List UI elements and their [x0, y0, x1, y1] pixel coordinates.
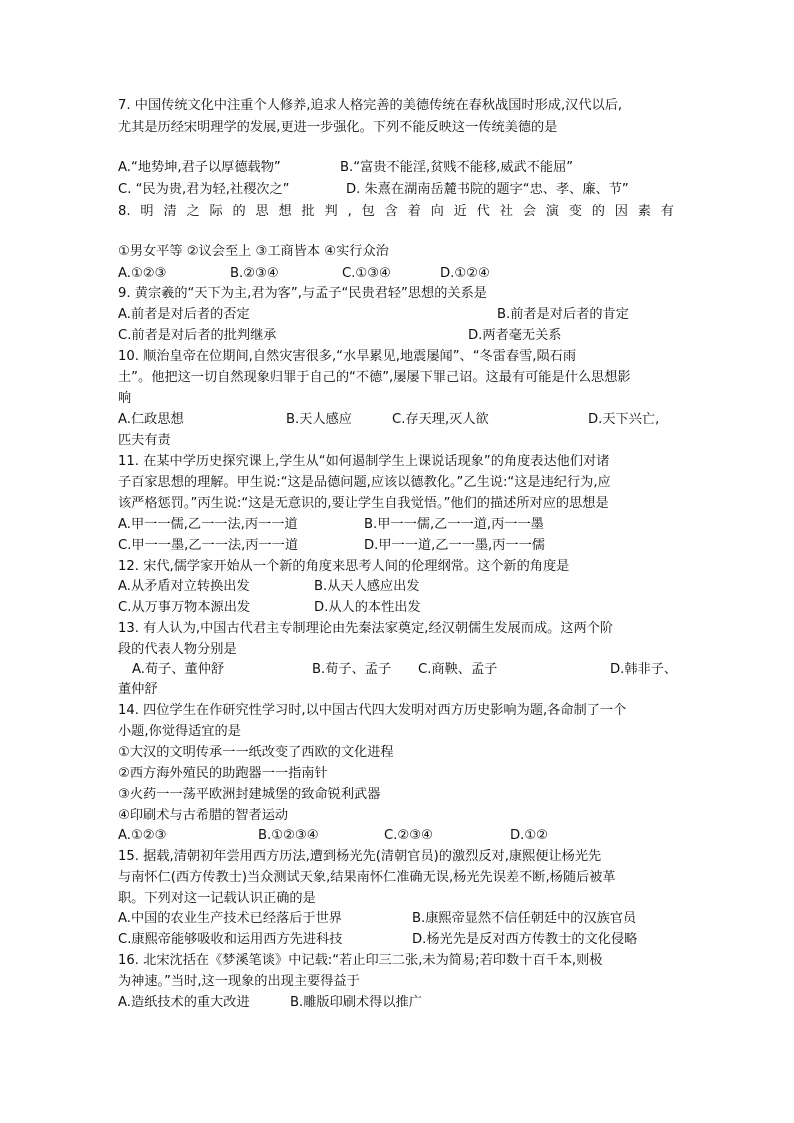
- q11-option-a: A.甲一一儒,乙一一法,丙一一道: [118, 517, 298, 532]
- q8-stem-char: 的: [591, 204, 605, 219]
- q14-item-4: ④印刷术与古希腊的智者运动: [118, 808, 289, 823]
- q16-option-b: B.雕版印刷术得以推广: [290, 995, 422, 1010]
- q16-stem-line1: 16. 北宋沈括在《梦溪笔谈》中记载:“若止印三二张,未为简易;若印数十百千本,则极: [118, 953, 603, 968]
- q11-option-b: B.甲一一儒,乙一一道,丙一一墨: [364, 517, 544, 532]
- q8-stem-char: 判: [324, 204, 338, 219]
- q8-stem-char: 向: [430, 204, 444, 219]
- q16-stem-line2: 为神速。”当时,这一现象的出现主要得益于: [118, 974, 360, 989]
- q12-option-a: A.从矛盾对立转换出发: [118, 579, 250, 594]
- q12-option-b: B.从天人感应出发: [314, 579, 420, 594]
- q10-option-a: A.仁政思想: [118, 412, 184, 427]
- q8-stem-char: 想: [278, 204, 292, 219]
- q13-option-a: A.荀子、董仲舒: [132, 662, 225, 677]
- q8-stem-char: 之: [186, 204, 200, 219]
- q12-option-c: C.从万事万物本源出发: [118, 600, 251, 615]
- q14-option-b: B.①②③④: [258, 828, 319, 843]
- q9-option-c: C.前者是对后者的批判继承: [118, 328, 277, 343]
- q7-option-a: A.“地势坤,君子以厚德载物”: [118, 160, 281, 175]
- q15-stem-line2: 与南怀仁(西方传教士)当众测试天象,结果南怀仁准确无误,杨光先误差不断,杨随后被革: [118, 870, 616, 885]
- q8-stem-char: 的: [232, 204, 246, 219]
- q8-stem-char: 含: [384, 204, 398, 219]
- q8-stem-char: 清: [163, 204, 177, 219]
- q10-option-d: D.天下兴亡,: [588, 412, 660, 427]
- q10-stem-line1: 10. 顺治皇帝在位期间,自然灾害很多,“水旱累见,地震屡闻”、“冬雷春雪,陨石雨: [118, 349, 577, 364]
- q11-stem-line3: 该严格惩罚。”丙生说:“这是无意识的,要让学生自我觉悟。”他们的描述所对应的思想是: [118, 496, 609, 511]
- q8-stem-char: 代: [476, 204, 490, 219]
- q11-option-c: C.甲一一墨,乙一一法,丙一一道: [118, 538, 299, 553]
- q7-option-c: C. “民为贵,君为轻,社稷次之”: [118, 182, 290, 197]
- q8-stem-char: 演: [545, 204, 559, 219]
- q12-option-d: D.从人的本性出发: [314, 600, 421, 615]
- q8-stem-char: 批: [301, 204, 315, 219]
- q8-stem-char: 因: [614, 204, 628, 219]
- q13-option-c: C.商鞅、孟子: [418, 662, 498, 677]
- q12-stem: 12. 宋代,儒学家开始从一个新的角度来思考人间的伦理纲常。这个新的角度是: [118, 559, 570, 574]
- q15-option-d: D.杨光先是反对西方传教士的文化侵略: [412, 932, 638, 947]
- q8-stem-char: 社: [499, 204, 513, 219]
- q13-option-d: D.韩非子、: [610, 662, 678, 677]
- q8-option-a: A.①②③: [118, 266, 167, 281]
- q8-stem-char: 会: [522, 204, 536, 219]
- q8-stem-char: 素: [637, 204, 651, 219]
- q15-stem-line1: 15. 据载,清朝初年尝用西方历法,遭到杨光先(清朝官员)的激烈反对,康熙便让杨光先: [118, 849, 602, 864]
- q14-item-1: ①大汉的文明传承一一纸改变了西欧的文化进程: [118, 745, 394, 760]
- q13-option-b: B.荀子、孟子: [312, 662, 392, 677]
- q8-stem: [118, 202, 674, 222]
- q11-stem-line2: 子百家思想的理解。甲生说:“这是品德问题,应该以德教化。”乙生说:“这是违纪行为,应: [118, 475, 611, 490]
- q8-option-c: C.①③④: [342, 266, 391, 281]
- q8-stem-char: 8.: [118, 204, 131, 219]
- q9-stem: 9. 黄宗羲的“天下为主,君为客”,与孟子“民贵君轻”思想的关系是: [118, 286, 487, 301]
- q14-item-3: ③火药一一荡平欧洲封建城堡的致命锐利武器: [118, 787, 381, 802]
- q15-option-b: B.康熙帝显然不信任朝廷中的汉族官员: [412, 911, 637, 926]
- q14-option-c: C.②③④: [384, 828, 433, 843]
- q13-stem-line2: 段的代表人物分别是: [118, 642, 237, 657]
- q14-option-a: A.①②③: [118, 828, 167, 843]
- q8-stem-char: 近: [453, 204, 467, 219]
- q8-stem-char: 包: [361, 204, 375, 219]
- q10-option-d-continued: 匹夫有责: [118, 433, 171, 448]
- q7-stem-line2: 尤其是历经宋明理学的发展,更进一步强化。下列不能反映这一传统美德的是: [118, 120, 558, 135]
- q8-stem-char: 际: [209, 204, 223, 219]
- q9-option-a: A.前者是对后者的否定: [118, 307, 250, 322]
- q7-option-b: B.“富贵不能淫,贫贱不能移,威武不能屈”: [340, 160, 574, 175]
- q10-option-b: B.天人感应: [286, 412, 352, 427]
- q16-option-a: A.造纸技术的重大改进: [118, 995, 250, 1010]
- q8-stem-char: ,: [347, 204, 352, 219]
- q10-stem-line2: 土”。他把这一切自然现象归罪于自己的“不德”,屡屡下罪己诏。这最有可能是什么思想影: [118, 370, 631, 385]
- q13-stem-line1: 13. 有人认为,中国古代君主专制理论由先秦法家奠定,经汉朝儒生发展而成。这两个阶: [118, 621, 614, 636]
- q8-stem-char: 思: [255, 204, 269, 219]
- q8-option-b: B.②③④: [230, 266, 279, 281]
- q10-option-c: C.存天理,灭人欲: [392, 412, 489, 427]
- q15-stem-line3: 职。下列对这一记载认识正确的是: [118, 891, 316, 906]
- q14-option-d: D.①②: [510, 828, 548, 843]
- q7-stem-line1: 7. 中国传统文化中注重个人修养,追求人格完善的美德传统在春秋战国时形成,汉代以后,: [118, 98, 623, 113]
- q11-stem-line1: 11. 在某中学历史探究课上,学生从“如何遏制学生上课说话现象”的角度表达他们对诸: [118, 454, 610, 469]
- q8-stem-char: 着: [407, 204, 421, 219]
- q8-stem-char: 有: [660, 204, 674, 219]
- q14-item-2: ②西方海外殖民的助跑器一一指南针: [118, 766, 328, 781]
- q9-option-d: D.两者毫无关系: [468, 328, 562, 343]
- q10-stem-line3: 响: [118, 391, 132, 406]
- q15-option-c: C.康熙帝能够吸收和运用西方先进科技: [118, 932, 343, 947]
- q8-items: ①男女平等 ②议会至上 ③工商皆本 ④实行众治: [118, 244, 389, 259]
- q14-stem-line2: 小题,你觉得适宜的是: [118, 724, 241, 739]
- q11-option-d: D.甲一一道,乙一一墨,丙一一儒: [364, 538, 545, 553]
- q9-option-b: B.前者是对后者的肯定: [497, 307, 629, 322]
- q8-stem-char: 变: [568, 204, 582, 219]
- q8-stem-char: 明: [140, 204, 154, 219]
- q7-option-d: D. 朱熹在湖南岳麓书院的题字“忠、孝、廉、节”: [346, 182, 629, 197]
- q14-stem-line1: 14. 四位学生在作研究性学习时,以中国古代四大发明对西方历史影响为题,各命制了一个: [118, 703, 627, 718]
- q8-option-d: D.①②④: [440, 266, 490, 281]
- q13-option-d-continued: 董仲舒: [118, 682, 158, 697]
- q15-option-a: A.中国的农业生产技术已经落后于世界: [118, 911, 342, 926]
